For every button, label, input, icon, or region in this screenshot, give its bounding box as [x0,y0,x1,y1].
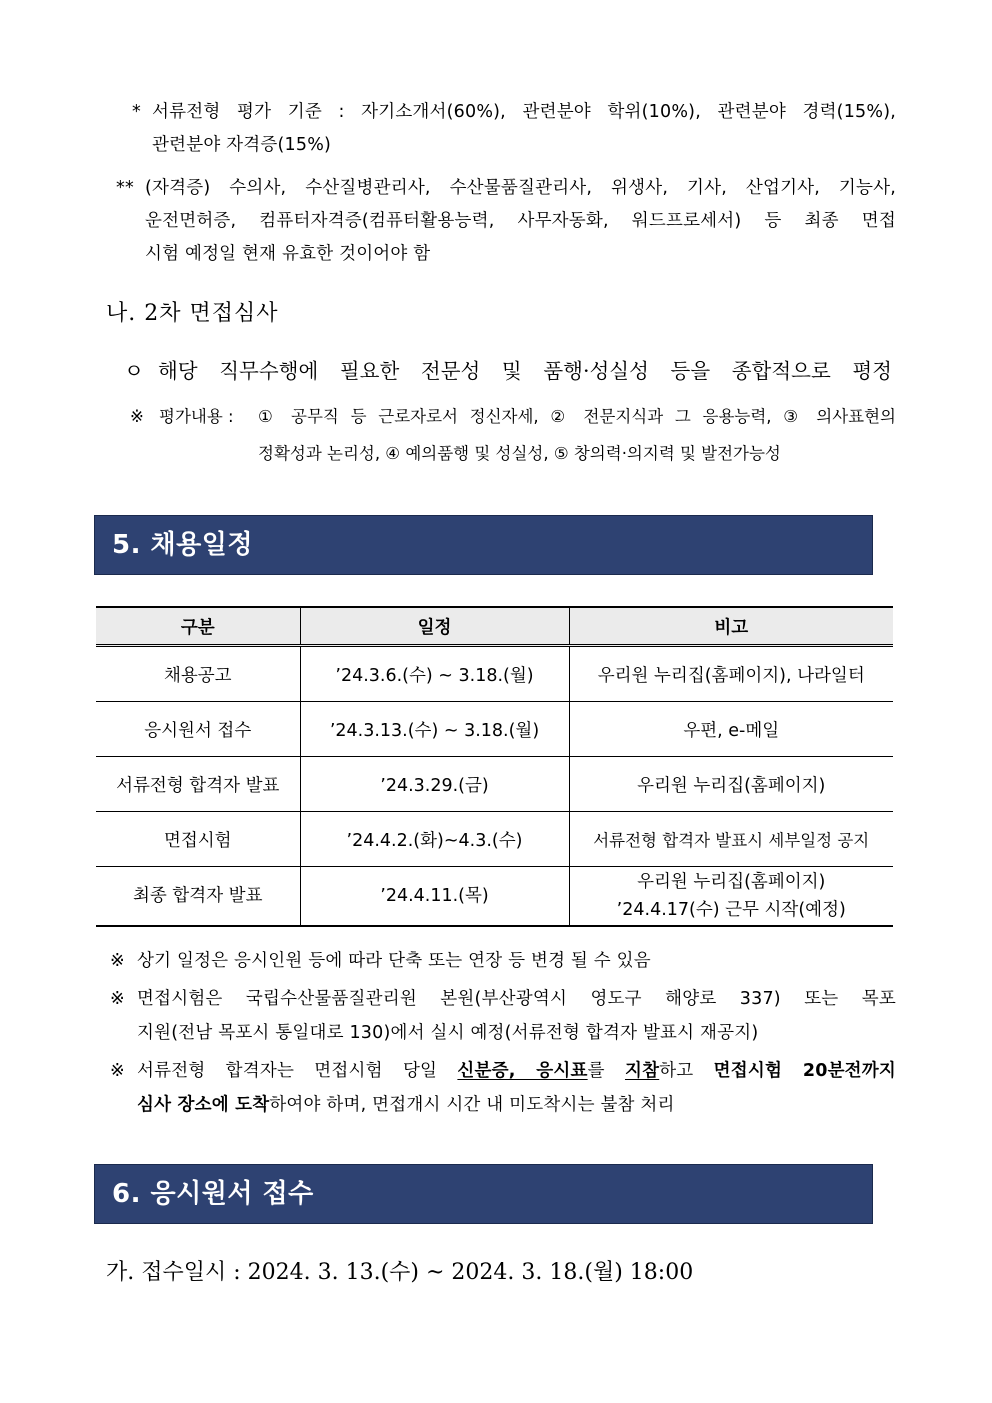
note-3-bring: 지참 [624,1061,660,1081]
row-remark-multi [569,867,893,927]
note-1 [110,944,896,978]
note-3-text-a: 서류전형 합격자는 면접시험 당일 [137,1061,458,1081]
certificate-note-line3: 시험 예정일 현재 유효한 것이어야 함 [145,244,431,264]
note-mark: ※ [110,1061,125,1081]
criteria-note-line1: 서류전형 평가 기준 : 자기소개서(60%), 관련분야 학위(10%), 관련분야 경력(15%), [152,102,896,122]
table-row [96,812,893,867]
row-category: 면접시험 [96,812,300,867]
note-mark: ※ [110,951,125,971]
table-row [96,867,893,927]
application-period: 가. 접수일시 : 2024. 3. 13.(수) ~ 2024. 3. 18.(월) 18:00 [106,1260,694,1285]
schedule-notes [110,944,896,1122]
interview-evaluation-note [130,398,896,472]
criteria-note-line2: 관련분야 자격증(15%) [152,135,332,155]
certificate-note-mark: ** [116,178,134,198]
row-date: ’24.3.6.(수) ~ 3.18.(월) [300,646,569,702]
note-3-line1 [137,1054,896,1088]
note-mark: ※ [110,989,125,1009]
certificate-note-line2: 운전면허증, 컴퓨터자격증(컴퓨터활용능력, 사무자동화, 워드프로세서) 등 최종 면접 [145,211,896,231]
row-remark-start: ’24.4.17(수) 근무 시작(예정) [616,900,846,920]
evaluation-note-label: 평가내용 : [159,407,234,426]
header-remark: 비고 [569,607,893,646]
note-3-text-e: 하고 [659,1061,714,1081]
note-3-arrive: 심사 장소에 도착 [137,1095,270,1115]
interview-bullet-text: 해당 직무수행에 필요한 전문성 및 품행·성실성 등을 종합적으로 평정 [158,359,892,383]
note-3-deadline: 면접시험 20분전까지 [713,1061,896,1081]
row-remark: 우리원 누리집(홈페이지) [569,757,893,812]
note-3-text-c: 를 [587,1061,625,1081]
note-3-id-ticket: 신분증, 응시표 [457,1061,588,1081]
certificate-note-line1: (자격증) 수의사, 수산질병관리사, 수산물품질관리사, 위생사, 기사, 산업기사, 기능사, [145,178,896,198]
row-remark: 우편, e-메일 [569,702,893,757]
table-row [96,702,893,757]
note-2-line2: 지원(전남 목포시 통일대로 130)에서 실시 예정(서류전형 합격자 발표시 재공지) [137,1023,759,1043]
criteria-note-mark: * [132,102,141,122]
interview-bullet [124,354,892,388]
row-remark: 우리원 누리집(홈페이지) [637,872,826,892]
header-category: 구분 [96,607,300,646]
table-row [96,646,893,702]
certificate-note [116,172,896,271]
row-category: 채용공고 [96,646,300,702]
schedule-table [96,606,893,927]
note-3-line2 [137,1088,896,1122]
header-date: 일정 [300,607,569,646]
row-remark: 서류전형 합격자 발표시 세부일정 공지 [569,812,893,867]
evaluation-note-line1: ① 공무직 등 근로자로서 정신자세, ② 전문지식과 그 응용능력, ③ 의사표현의 [258,407,896,426]
row-category: 서류전형 합격자 발표 [96,757,300,812]
row-date: ’24.3.29.(금) [300,757,569,812]
note-2-line1: 면접시험은 국립수산물품질관리원 본원(부산광역시 영도구 해양로 337) 또는 목포 [137,989,896,1009]
schedule-header-row [96,607,893,646]
table-row [96,757,893,812]
row-category: 최종 합격자 발표 [96,867,300,927]
note-3-text-h: 하여야 하며, 면접개시 시간 내 미도착시는 불참 처리 [269,1095,675,1115]
row-date: ’24.3.13.(수) ~ 3.18.(월) [300,702,569,757]
interview-heading: 나. 2차 면접심사 [106,301,279,326]
section5-banner: 5. 채용일정 [94,515,873,575]
note-3 [110,1054,896,1122]
row-category: 응시원서 접수 [96,702,300,757]
section6-banner: 6. 응시원서 접수 [94,1164,873,1224]
interview-bullet-mark: ㅇ [124,359,144,383]
row-date: ’24.4.11.(목) [300,867,569,927]
row-date: ’24.4.2.(화)~4.3.(수) [300,812,569,867]
row-remark: 우리원 누리집(홈페이지), 나라일터 [569,646,893,702]
note-1-text: 상기 일정은 응시인원 등에 따라 단축 또는 연장 등 변경 될 수 있음 [137,951,651,971]
evaluation-note-mark: ※ [130,407,144,426]
criteria-note [132,96,896,162]
note-2 [110,982,896,1050]
evaluation-note-line2: 정확성과 논리성, ④ 예의품행 및 성실성, ⑤ 창의력·의지력 및 발전가능성 [258,444,781,463]
